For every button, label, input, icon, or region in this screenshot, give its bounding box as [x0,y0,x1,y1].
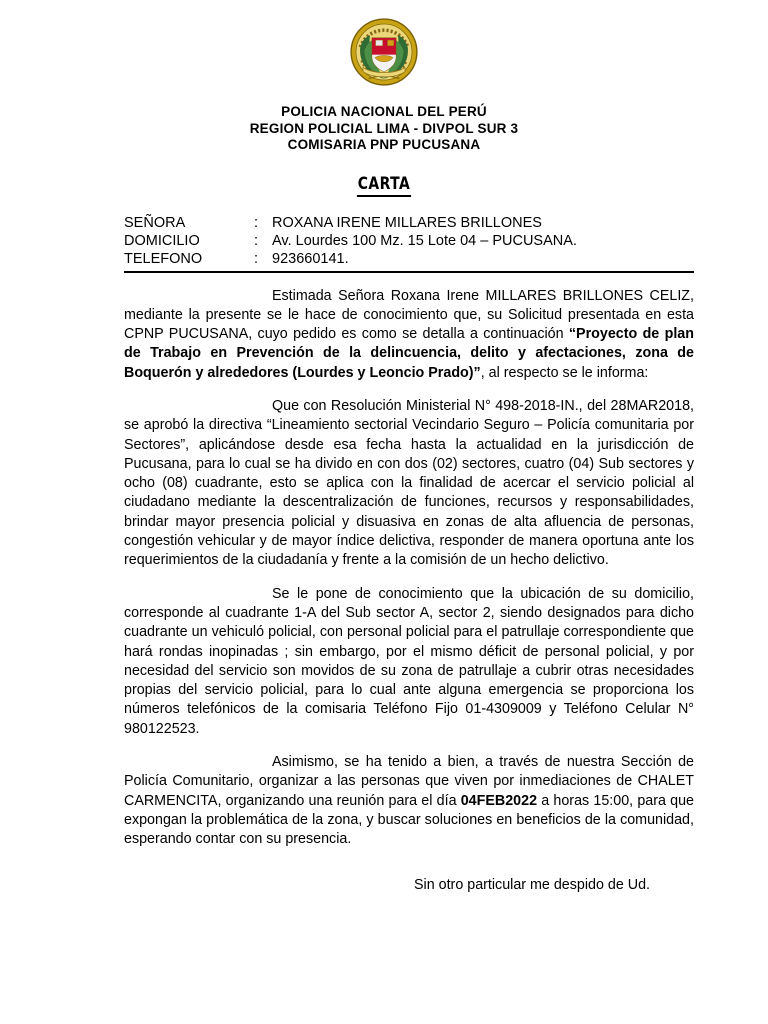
header-divider [124,271,694,273]
recipient-label-telefono: TELEFONO [124,250,203,267]
recipient-colon-telefono: : [254,250,259,267]
organization-header [0,104,768,154]
paragraph-2: Que con Resolución Ministerial N° 498-2018-IN., del 28MAR2018, se aprobó la directiva “Lineamiento sectorial Vecindario Seguro – Policía comunitaria por Sectores”, aplicándose desde esa fecha hasta la actualidad en la jurisdicción de Pucusana, para lo cual se ha divido en con dos (02) sectores, cuatro (04) Sub sectores y ocho (08) cuadrante, esto se aplica con la finalidad de acercar el servicio policial al ciudadano mediante la descentralización de funciones, recursos y responsabilidades, brindar mayor presencia policial y disuasiva en zonas de alta afluencia de personas, congestión vehicular y de mayor índice delictiva, responder de manera oportuna ante los requerimientos de la ciudadanía y frente a la comisión de un hecho delictivo. [124,397,694,569]
document-title-container [0,174,768,197]
recipient-value-telefono: 923660141. [272,250,349,267]
recipient-block [124,214,694,273]
recipient-row-senora [124,214,694,232]
document-content [124,214,694,895]
page-title: CARTA [357,174,411,197]
recipient-row-domicilio [124,232,694,250]
paragraph-1-text-b: , al respecto se le informa: [480,364,649,381]
closing-line: Sin otro particular me despido de Ud. [414,876,651,893]
recipient-colon-domicilio: : [254,232,259,249]
paragraph-4-meeting-date: 04FEB2022 [460,792,538,809]
recipient-value-domicilio: Av. Lourdes 100 Mz. 15 Lote 04 – PUCUSANA. [272,232,577,249]
paragraph-1 [124,287,694,383]
paragraph-1-project-title: “Proyecto de plan de Trabajo en Prevención de la delincuencia, delito y afectaciones, zona de Boquerón y alrededores (Lourdes y Leoncio Prado)” [124,326,694,381]
recipient-row-telefono [124,250,694,268]
org-header-line-3: COMISARIA PNP PUCUSANA [287,137,481,152]
recipient-label-domicilio: DOMICILIO [124,232,200,249]
org-header-line-2: REGION POLICIAL LIMA - DIVPOL SUR 3 [249,120,519,136]
letter-body [124,287,694,895]
paragraph-4-text-a: Asimismo, se ha tenido a bien, a través de nuestra Sección de Policía Comunitario, organizar a las personas que viven por inmediaciones de CHALET CARMENCITA, organizando una reunión para el día [124,754,694,809]
paragraph-4-text-b: a horas 15:00, para que expongan la problemática de la zona, y buscar soluciones en beneficios de la comunidad, esperando contar con su presencia. [124,792,694,848]
org-header-line-1: POLICIA NACIONAL DEL PERÚ [281,104,487,119]
recipient-colon-senora: : [254,214,259,231]
emblem-container [0,0,768,92]
peru-national-police-emblem-icon [349,17,419,87]
paragraph-3: Se le pone de conocimiento que la ubicación de su domicilio, corresponde al cuadrante 1-A del Sub sector A, sector 2, siendo designados para dicho cuadrante un vehiculó policial, con personal policial para el patrullaje correspondiente que hará rondas inopinadas ; sin embargo, por el mismo déficit de personal policial, y por necesidad del servicio son movidos de su zona de patrullaje a cubrir otras necesidades propias del servicio policial, para lo cual ante alguna emergencia se proporciona los números telefónicos de la comisaria Teléfono Fijo 01-4309009 y Teléfono Celular N° 980122523. [124,585,694,737]
recipient-label-senora: SEÑORA [124,214,186,231]
recipient-value-senora: ROXANA IRENE MILLARES BRILLONES [272,214,542,231]
paragraph-4 [124,753,694,849]
paragraph-1-text-a: Estimada Señora Roxana Irene MILLARES BRILLONES CELIZ, mediante la presente se le hace de conocimiento que, su Solicitud presentada en esta CPNP PUCUSANA, cuyo pedido es como se detalla a continuación [124,287,694,343]
